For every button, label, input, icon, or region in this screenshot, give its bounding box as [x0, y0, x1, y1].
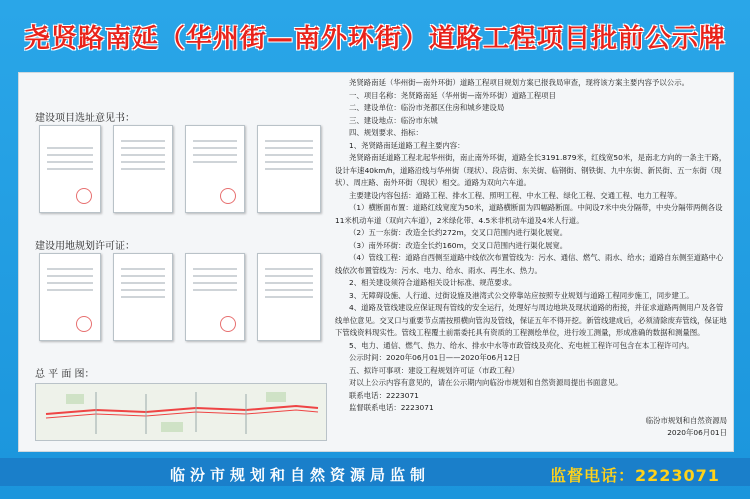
notice-intro: 尧贤路南延（华州街—南外环街）道路工程项目规划方案已报我局审查，现将该方案主要内容予以公示。: [349, 78, 689, 87]
notice-text: [335, 77, 727, 447]
footer-phone: 监督电话：2223071: [550, 466, 720, 485]
document-image: [257, 125, 321, 213]
document-image: [185, 125, 245, 213]
notice-item: 2、相关建设须符合道路相关设计标准、规范要求。: [349, 278, 517, 287]
land-permit-docs: [35, 253, 325, 339]
land-permit-label: 建设用地规划许可证：: [35, 241, 135, 252]
content-panel: [18, 72, 734, 452]
notice-item: 1、尧贤路南延道路工程主要内容：: [349, 140, 465, 150]
document-area: [29, 83, 329, 441]
notice-item: 二、建设单位：临汾市尧都区住房和城乡建设局: [349, 103, 505, 112]
notice-item: （1）横断面布置：道路红线宽度为50米，道路横断面为四幅路断面。中间设7米中央分隔带，中央分隔带两侧各设11米机动车道（双向六车道），2米绿化带、4.5米非机动车道及4米人行道。: [335, 203, 723, 225]
notice-item: 5、电力、通信、燃气、热力、给水、排水中水等市政管线及亮化、充电桩工程许可包含在本工程许可内。: [349, 340, 694, 350]
site-opinion-label: 建设项目选址意见书：: [35, 113, 135, 124]
document-image: [39, 253, 101, 341]
signing-org: 临汾市规划和自然资源局: [645, 415, 727, 425]
site-plan-label: 总 平 面 图：: [35, 369, 95, 380]
document-image: [39, 125, 101, 213]
footer-org: 临汾市规划和自然资源局监制: [170, 466, 431, 484]
contact-phone: 联系电话：2223071: [349, 390, 419, 400]
notice-item: 3、无障碍设施、人行道、过街设施及港湾式公交停靠站应按照专业规划与道路工程同步施工，同步建工。: [349, 290, 694, 300]
site-opinion-docs: [35, 125, 325, 211]
notice-item: 主要建设内容包括：道路工程、排水工程、照明工程、中水工程、绿化工程、交通工程、电力工程等。: [349, 190, 682, 200]
notice-item: 对以上公示内容有意见的，请在公示期内向临汾市规划和自然资源局提出书面意见。: [349, 378, 623, 387]
notice-item: 一、项目名称：尧贤路南延（华州街—南外环街）道路工程项目: [349, 90, 556, 100]
notice-item: （2）五一东街：改造全长约272m，交叉口范围内进行渠化展宽。: [349, 228, 568, 237]
signing-date: 2020年06月01日: [667, 428, 727, 437]
notice-item: 尧贤路南延道路工程北起华州街，南止南外环街，道路全长3191.879米，红线宽50米，是南北方向的一条主干路，设计车速40km/h，道路沿线与华州街（现状）、段店街、东关街、临钢街、钢铁街、九中东街、新民街、五一东街（现状）、周庄路、南外环街（现状）相交。道路为双向六车道。: [335, 153, 727, 187]
document-image: [257, 253, 321, 341]
site-plan-map: [35, 383, 327, 441]
notice-item: （3）南外环街：改造全长约160m，交叉口范围内进行渠化展宽。: [349, 240, 568, 250]
notice-item: （4）管线工程：道路自西侧至道路中线依次布置管线为：污水、通信、燃气、雨水、给水；道路自东侧至道路中心线依次布置管线为：污水、电力、给水、雨水、再生水、热力。: [335, 253, 724, 275]
document-image: [113, 253, 173, 341]
supervision-phone: 监督联系电话：2223071: [349, 403, 434, 412]
footer-bar: [0, 458, 750, 486]
document-image: [113, 125, 173, 213]
board-title: 尧贤路南延（华州街—南外环街）道路工程项目批前公示牌: [23, 24, 726, 54]
notice-item: 五、拟许可事项：建设工程规划许可证（市政工程）: [349, 365, 519, 375]
publicity-period: 公示时间：2020年06月01日——2020年06月12日: [349, 353, 521, 362]
notice-item: 4、道路及管线建设应保证现有管线的安全运行，处理好与周边地块及现状道路的衔接，并征求道路两侧用户及各管线单位意见。交叉口与重要节点需按照横向管沟及管线，保证五年不得开挖。新管线建成后，必须清除废弃管线，保证地下管线资料现实性。管线工程覆土前需委托具有资质的工程测绘单位，进行竣工测量，形成准确的数据和测量图。: [335, 303, 727, 337]
notice-item: 四、规划要求、指标：: [349, 128, 423, 137]
notice-item: 三、建设地点：临汾市东城: [349, 115, 438, 125]
document-image: [185, 253, 245, 341]
